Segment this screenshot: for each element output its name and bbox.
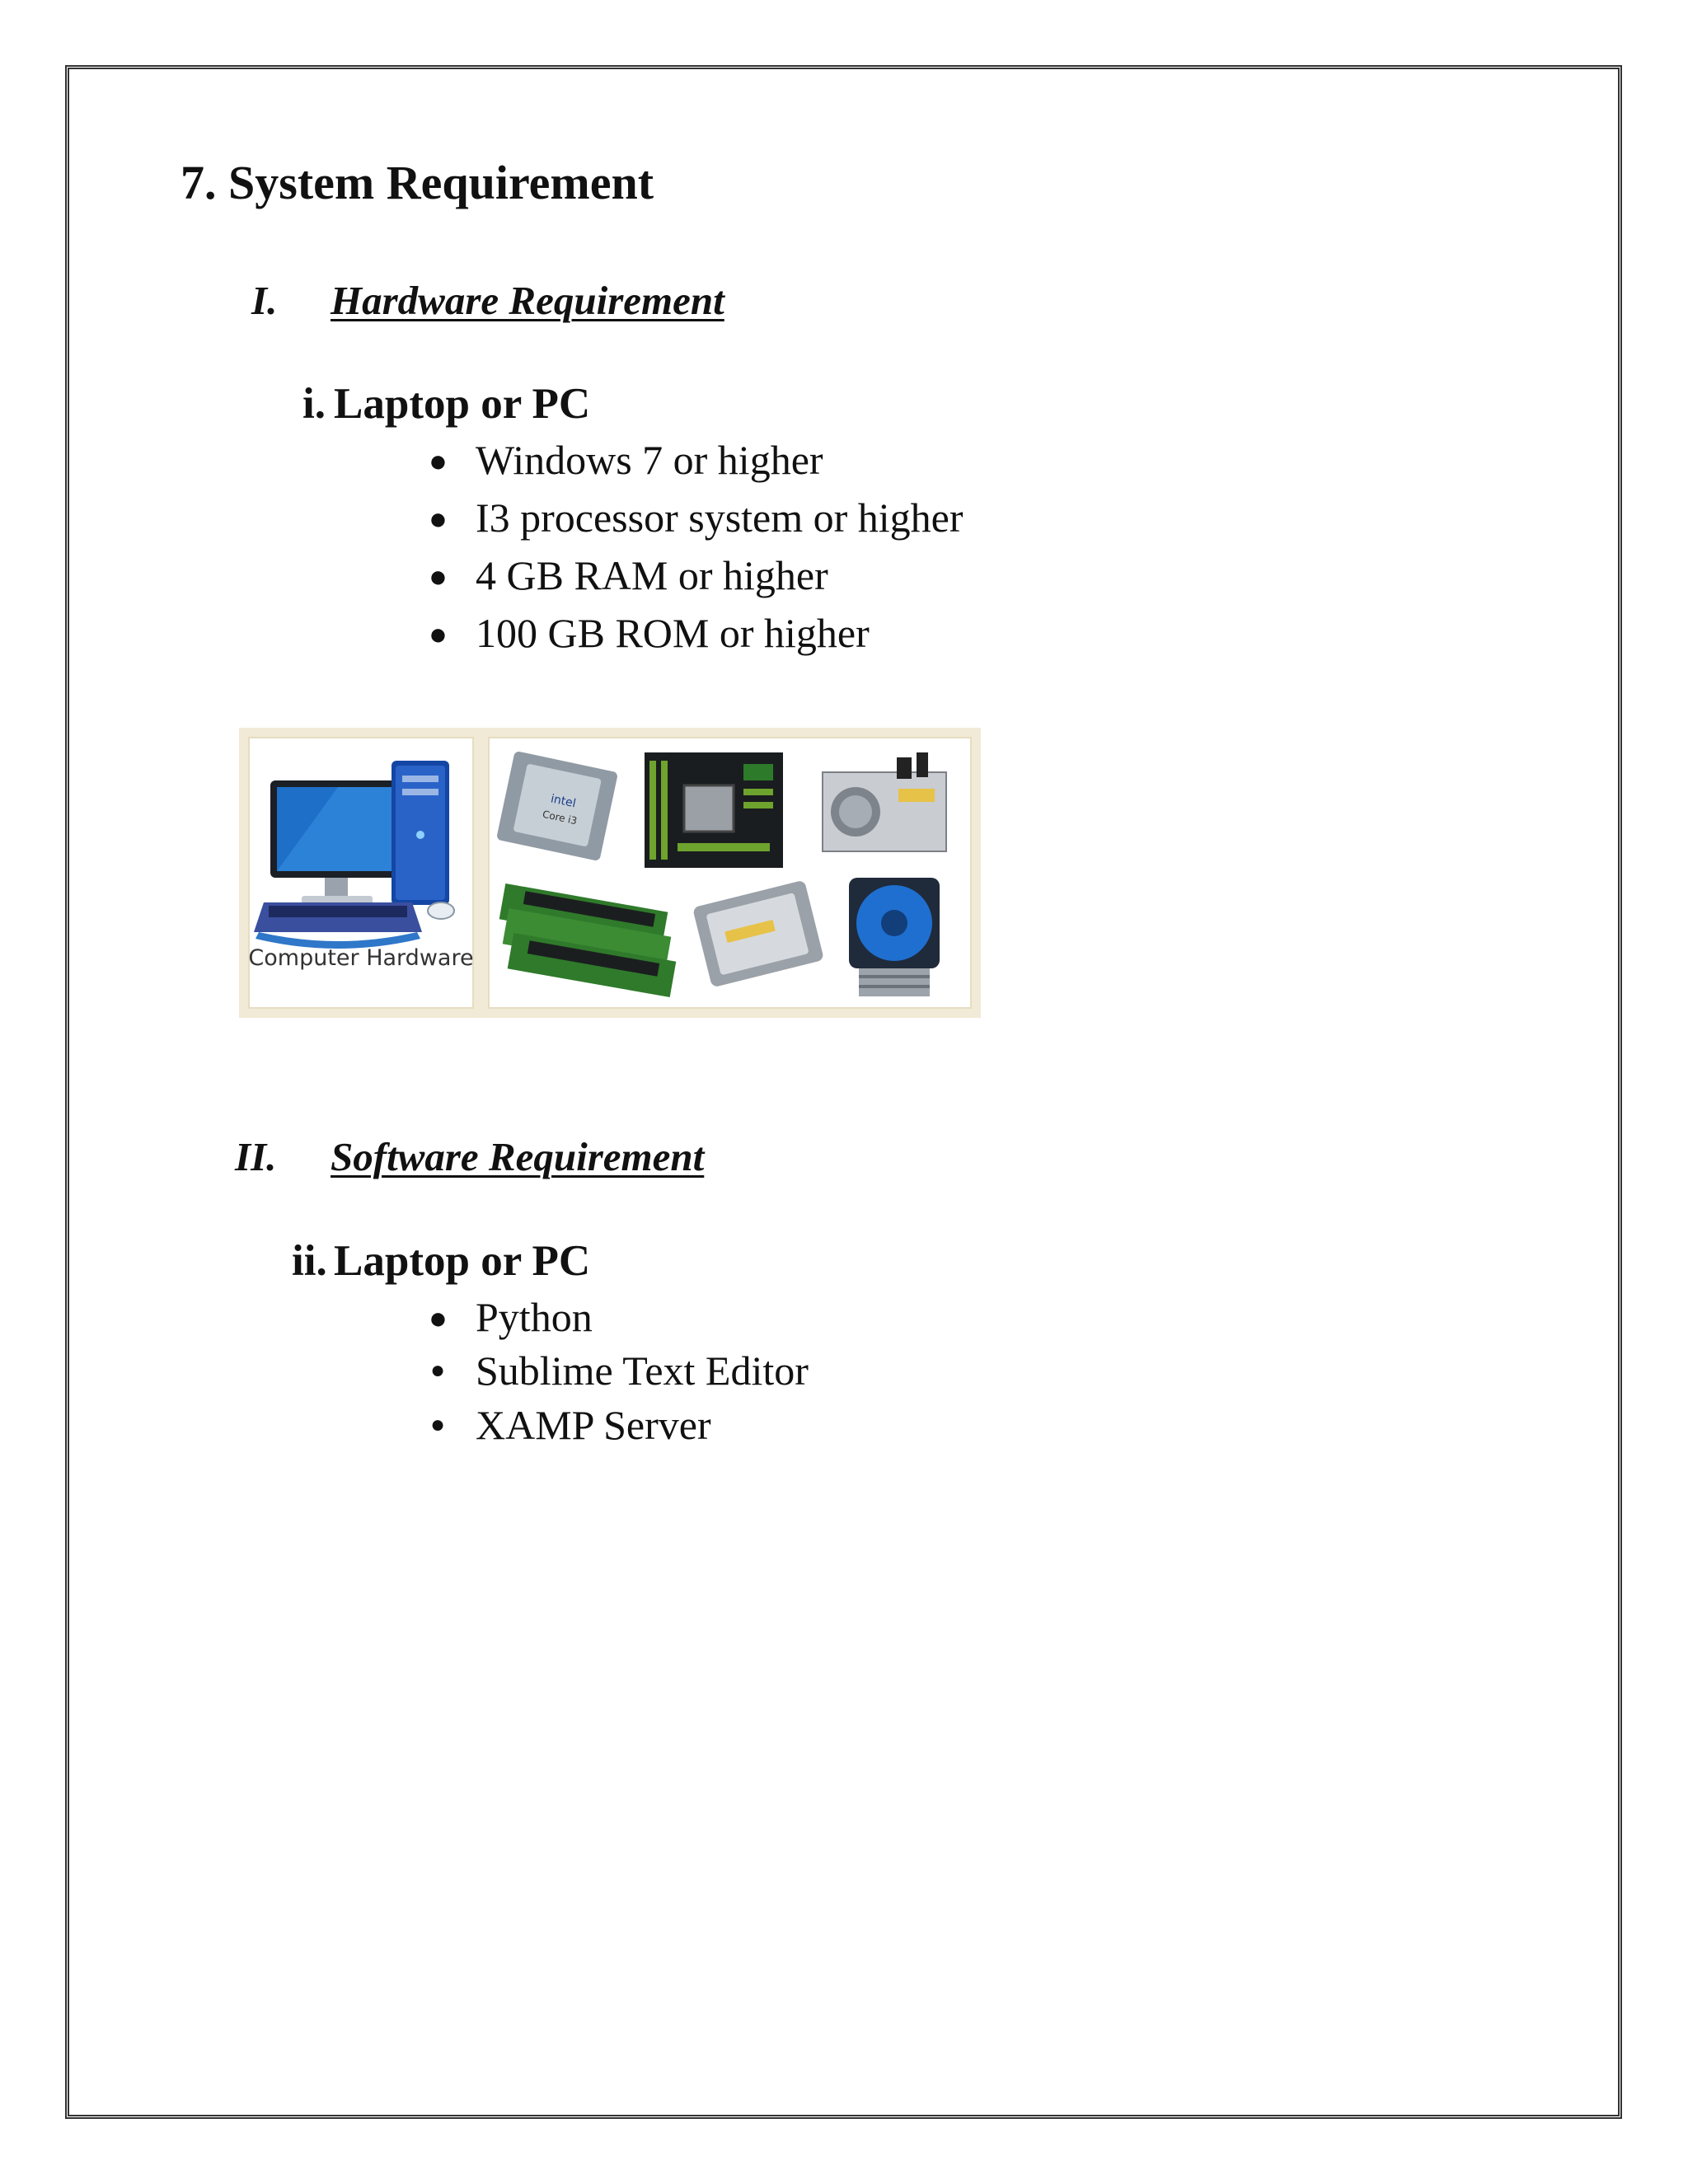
hardware-subsection-numeral: i. (302, 380, 326, 428)
hardware-section-title: Hardware Requirement (331, 278, 724, 323)
cpu-brand-label: intel (549, 792, 578, 811)
list-item: Python (476, 1294, 593, 1340)
software-section-numeral: II. (235, 1134, 277, 1179)
list-item: I3 processor system or higher (476, 494, 964, 541)
hardware-image-caption: Computer Hardware (248, 945, 474, 971)
bullet-icon: ● (430, 1357, 446, 1384)
tower-icon (392, 761, 449, 905)
software-subsection-numeral: ii. (292, 1237, 327, 1285)
keyboard-icon (254, 902, 422, 949)
hardware-section-numeral: I. (251, 278, 278, 323)
cpu-chip-label: Core i3 (541, 808, 579, 827)
bullet-icon: ● (429, 1301, 448, 1336)
list-item: Sublime Text Editor (476, 1347, 809, 1394)
cpu-fan-icon (849, 878, 940, 996)
software-subsection-title: Laptop or PC (334, 1237, 591, 1285)
bullet-icon: ● (430, 1411, 446, 1438)
list-item: 4 GB RAM or higher (476, 552, 828, 598)
list-item: XAMP Server (476, 1402, 711, 1448)
bullet-icon: ● (429, 560, 448, 594)
page-title: 7. System Requirement (181, 156, 654, 209)
software-section-title: Software Requirement (331, 1134, 705, 1179)
computer-hardware-image (239, 728, 981, 1018)
hardware-subsection-title: Laptop or PC (334, 380, 591, 428)
bullet-icon: ● (429, 444, 448, 479)
bullet-icon: ● (429, 502, 448, 537)
list-item: 100 GB ROM or higher (476, 610, 870, 656)
list-item: Windows 7 or higher (476, 437, 823, 483)
motherboard-icon (645, 752, 783, 868)
page-border (65, 65, 1622, 2119)
mouse-icon (428, 902, 454, 919)
bullet-icon: ● (429, 617, 448, 652)
